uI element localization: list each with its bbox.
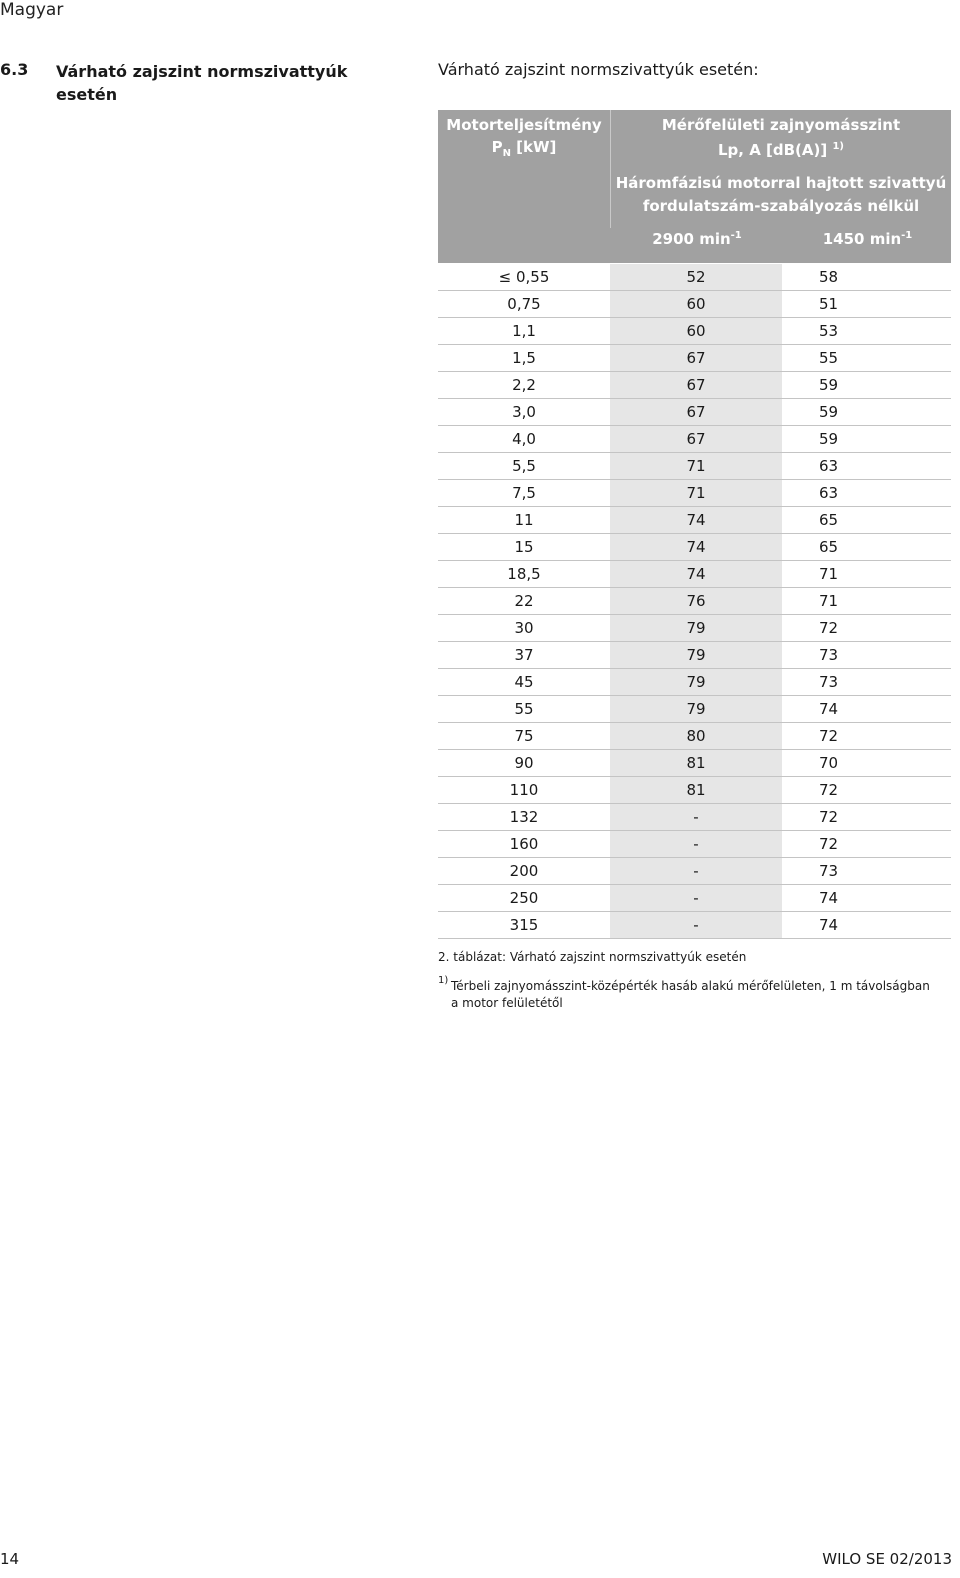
cell-motor-power: 160 <box>509 835 539 853</box>
cell-motor-power: 30 <box>514 619 534 637</box>
cell-2900-rpm: 74 <box>610 561 782 587</box>
cell-spacer <box>782 588 819 614</box>
table-row <box>438 480 951 507</box>
cell-motor-power: 55 <box>514 700 534 718</box>
table-row <box>438 426 951 453</box>
cell-motor-power: 132 <box>509 808 539 826</box>
table-row <box>438 372 951 399</box>
footnote-mark: 1) <box>438 975 449 986</box>
table-row <box>438 804 951 831</box>
cell-motor-power: 15 <box>514 538 534 556</box>
cell-1450-rpm: 53 <box>819 322 839 340</box>
cell-1450-rpm: 72 <box>819 727 839 745</box>
cell-spacer <box>782 615 819 641</box>
cell-spacer <box>782 750 819 776</box>
cell-motor-power: 315 <box>509 916 539 934</box>
cell-2900-rpm: 81 <box>610 750 782 776</box>
cell-2900-rpm: 79 <box>610 642 782 668</box>
brand-footer: WILO SE 02/2013 <box>822 1550 952 1568</box>
footnote-text: Térbeli zajnyomásszint-középérték hasáb alakú mérőfelületen, 1 m távolságban a motor felületétől <box>451 979 930 1010</box>
header-sound-unit-line <box>611 136 951 161</box>
table-row <box>438 264 951 291</box>
table-row <box>438 345 951 372</box>
table-row <box>438 777 951 804</box>
header-rpm-1450 <box>784 230 951 248</box>
cell-2900-rpm: 52 <box>610 264 782 290</box>
cell-motor-power: 2,2 <box>512 376 536 394</box>
cell-2900-rpm: 67 <box>610 426 782 452</box>
cell-2900-rpm: 67 <box>610 345 782 371</box>
intro-text: Várható zajszint normszivattyúk esetén: <box>438 60 759 79</box>
header-motor-unit-line <box>438 136 610 165</box>
cell-spacer <box>782 885 819 911</box>
cell-motor-power: 3,0 <box>512 403 536 421</box>
table-row <box>438 885 951 912</box>
cell-2900-rpm: - <box>610 885 782 911</box>
header-three-phase-line2: fordulatszám-szabályozás nélkül <box>642 197 920 215</box>
table-row <box>438 750 951 777</box>
cell-1450-rpm: 70 <box>819 754 839 772</box>
cell-motor-power: 1,5 <box>512 349 536 367</box>
header-motor-power <box>438 114 610 165</box>
table-row <box>438 534 951 561</box>
cell-1450-rpm: 59 <box>819 376 839 394</box>
page-number: 14 <box>0 1550 20 1568</box>
table-header <box>438 110 951 263</box>
cell-motor-power: 45 <box>514 673 534 691</box>
header-sound-label: Mérőfelületi zajnyomásszint <box>661 116 901 134</box>
cell-1450-rpm: 74 <box>819 889 839 907</box>
cell-spacer <box>782 534 819 560</box>
cell-spacer <box>782 291 819 317</box>
cell-1450-rpm: 72 <box>819 835 839 853</box>
cell-2900-rpm: 79 <box>610 669 782 695</box>
cell-spacer <box>782 426 819 452</box>
cell-motor-power: 37 <box>514 646 534 664</box>
cell-2900-rpm: - <box>610 858 782 884</box>
cell-2900-rpm: 81 <box>610 777 782 803</box>
cell-motor-power: 75 <box>514 727 534 745</box>
header-sound-footnote-mark: 1) <box>832 141 844 152</box>
table-row <box>438 318 951 345</box>
cell-2900-rpm: - <box>610 831 782 857</box>
cell-1450-rpm: 71 <box>819 592 839 610</box>
cell-motor-power: 0,75 <box>507 295 541 313</box>
cell-2900-rpm: 80 <box>610 723 782 749</box>
header-motor-p: P <box>491 138 503 156</box>
cell-1450-rpm: 73 <box>819 646 839 664</box>
cell-motor-power: 250 <box>509 889 539 907</box>
cell-1450-rpm: 72 <box>819 619 839 637</box>
table-row <box>438 642 951 669</box>
cell-spacer <box>782 858 819 884</box>
header-three-phase-line1: Háromfázisú motorral hajtott szivattyú <box>615 174 947 192</box>
cell-spacer <box>782 453 819 479</box>
cell-motor-power: ≤ 0,55 <box>498 268 550 286</box>
cell-motor-power: 5,5 <box>512 457 536 475</box>
cell-1450-rpm: 63 <box>819 457 839 475</box>
cell-1450-rpm: 71 <box>819 565 839 583</box>
cell-motor-power: 7,5 <box>512 484 536 502</box>
table-row <box>438 453 951 480</box>
cell-1450-rpm: 63 <box>819 484 839 502</box>
cell-1450-rpm: 58 <box>819 268 839 286</box>
header-rpm-2900-sup: -1 <box>730 230 742 241</box>
cell-2900-rpm: 74 <box>610 534 782 560</box>
header-sound-pressure <box>611 114 951 161</box>
cell-1450-rpm: 74 <box>819 700 839 718</box>
cell-spacer <box>782 507 819 533</box>
table-row <box>438 399 951 426</box>
table-row <box>438 696 951 723</box>
table-row <box>438 291 951 318</box>
header-rpm-2900-label: 2900 min <box>652 230 731 248</box>
cell-1450-rpm: 55 <box>819 349 839 367</box>
cell-1450-rpm: 74 <box>819 916 839 934</box>
cell-spacer <box>782 480 819 506</box>
header-motor-sub: N <box>502 148 511 159</box>
cell-1450-rpm: 59 <box>819 403 839 421</box>
cell-1450-rpm: 51 <box>819 295 839 313</box>
header-rpm-1450-label: 1450 min <box>822 230 902 248</box>
table-row <box>438 669 951 696</box>
cell-2900-rpm: 79 <box>610 615 782 641</box>
cell-1450-rpm: 73 <box>819 862 839 880</box>
cell-2900-rpm: 67 <box>610 372 782 398</box>
cell-spacer <box>782 723 819 749</box>
table-caption: 2. táblázat: Várható zajszint normszivattyúk esetén <box>438 950 747 964</box>
cell-2900-rpm: 74 <box>610 507 782 533</box>
cell-motor-power: 18,5 <box>507 565 541 583</box>
cell-motor-power: 110 <box>509 781 539 799</box>
table-row <box>438 858 951 885</box>
language-label: Magyar <box>0 0 64 20</box>
cell-motor-power: 22 <box>514 592 534 610</box>
cell-2900-rpm: 60 <box>610 318 782 344</box>
cell-2900-rpm: 76 <box>610 588 782 614</box>
cell-2900-rpm: - <box>610 912 782 938</box>
cell-2900-rpm: 67 <box>610 399 782 425</box>
header-sound-unit: Lp, A [dB(A)] <box>717 141 833 159</box>
cell-spacer <box>782 318 819 344</box>
section-title: Várható zajszint normszivattyúk esetén <box>56 62 348 104</box>
table-row <box>438 723 951 750</box>
cell-2900-rpm: 79 <box>610 696 782 722</box>
header-rpm-1450-sup: -1 <box>901 230 913 241</box>
cell-spacer <box>782 372 819 398</box>
table-row <box>438 507 951 534</box>
cell-spacer <box>782 696 819 722</box>
header-motor-label: Motorteljesítmény <box>446 116 602 134</box>
cell-motor-power: 11 <box>514 511 534 529</box>
cell-motor-power: 90 <box>514 754 534 772</box>
header-three-phase <box>611 172 951 218</box>
cell-1450-rpm: 59 <box>819 430 839 448</box>
cell-spacer <box>782 831 819 857</box>
cell-motor-power: 1,1 <box>512 322 536 340</box>
cell-motor-power: 200 <box>509 862 539 880</box>
cell-2900-rpm: - <box>610 804 782 830</box>
cell-spacer <box>782 345 819 371</box>
cell-spacer <box>782 777 819 803</box>
cell-1450-rpm: 65 <box>819 511 839 529</box>
cell-2900-rpm: 60 <box>610 291 782 317</box>
cell-2900-rpm: 71 <box>610 453 782 479</box>
table-row <box>438 831 951 858</box>
table-row <box>438 588 951 615</box>
cell-spacer <box>782 669 819 695</box>
cell-motor-power: 4,0 <box>512 430 536 448</box>
header-rpm-2900 <box>610 230 784 248</box>
cell-1450-rpm: 73 <box>819 673 839 691</box>
cell-spacer <box>782 912 819 938</box>
cell-spacer <box>782 804 819 830</box>
cell-spacer <box>782 561 819 587</box>
cell-1450-rpm: 72 <box>819 781 839 799</box>
table-row <box>438 615 951 642</box>
cell-spacer <box>782 399 819 425</box>
cell-2900-rpm: 71 <box>610 480 782 506</box>
cell-spacer <box>782 264 819 290</box>
section-number: 6.3 <box>0 60 29 79</box>
cell-1450-rpm: 72 <box>819 808 839 826</box>
table-row <box>438 912 951 939</box>
cell-1450-rpm: 65 <box>819 538 839 556</box>
cell-spacer <box>782 642 819 668</box>
header-motor-unit: [kW] <box>510 138 557 156</box>
table-body <box>438 264 951 939</box>
table-row <box>438 561 951 588</box>
